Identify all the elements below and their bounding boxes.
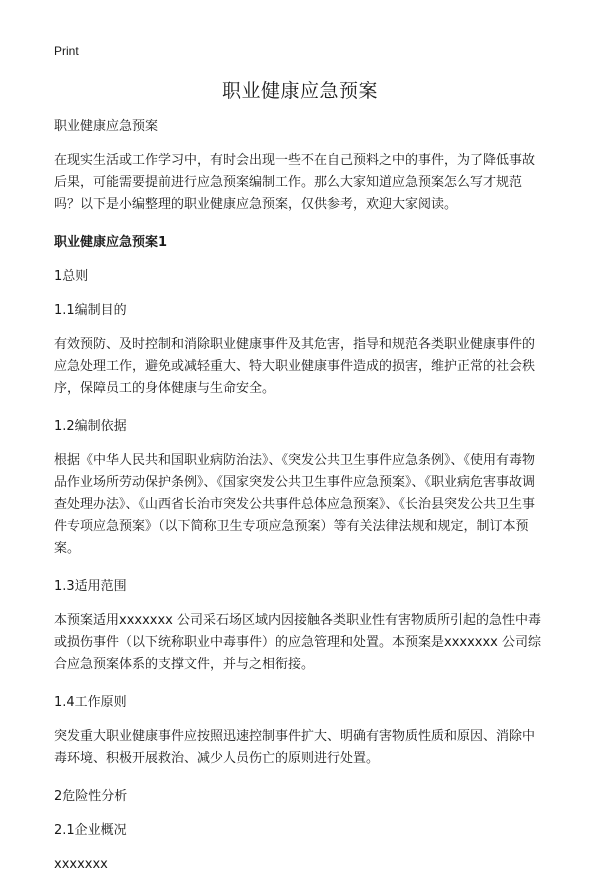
document-title: 职业健康应急预案 (221, 80, 378, 102)
section-1-2-heading: 1.2编制依据 (54, 419, 127, 434)
print-link[interactable]: Print (54, 44, 79, 58)
section-1-3-body: 本预案适用xxxxxxx 公司采石场区域内因接触各类职业性有害物质所引起的急性中毒或损伤事件（以下统称职业中毒事件）的应急管理和处置。本预案是xxxxxxx 公司综合应急预案体系的支撑文件，并与之相衔接。 (54, 613, 541, 672)
section-2-heading: 2危险性分析 (54, 789, 128, 804)
intro-paragraph: 在现实生活或工作学习中，有时会出现一些不在自己预料之中的事件，为了降低事故后果，可能需要提前进行应急预案编制工作。那么大家知道应急预案怎么写才规范吗？以下是小编整理的职业健康应急预案，仅供参考，欢迎大家阅读。 (54, 153, 536, 212)
section-heading-plan-1: 职业健康应急预案1 (54, 235, 168, 250)
section-2-1-body: xxxxxxx (54, 857, 108, 872)
section-2-1-heading: 2.1企业概况 (54, 823, 127, 838)
section-1-3-heading: 1.3适用范围 (54, 579, 127, 594)
section-1-4-heading: 1.4工作原则 (54, 695, 127, 710)
section-1-1-body: 有效预防、及时控制和消除职业健康事件及其危害，指导和规范各类职业健康事件的应急处理工作，避免或减轻重大、特大职业健康事件造成的损害，维护正常的社会秩序，保障员工的身体健康与生命安全。 (54, 337, 536, 396)
section-1-1-heading: 1.1编制目的 (54, 303, 127, 318)
section-1-4-body: 突发重大职业健康事件应按照迅速控制事件扩大、明确有害物质性质和原因、消除中毒环境、积极开展救治、减少人员伤亡的原则进行处置。 (54, 729, 536, 766)
section-1-2-body: 根据《中华人民共和国职业病防治法》、《突发公共卫生事件应急条例》、《使用有毒物品作业场所劳动保护条例》、《国家突发公共卫生事件应急预案》、《职业病危害事故调查处理办法》、《山西省长治市突发公共事件总体应急预案》、《长治县突发公共卫生事件专项应急预案》（以下简称卫生专项应急预案）等有关法律法规和规定，制订本预案。 (54, 453, 536, 556)
section-1-heading: 1总则 (54, 269, 89, 284)
document-subtitle: 职业健康应急预案 (54, 119, 159, 134)
